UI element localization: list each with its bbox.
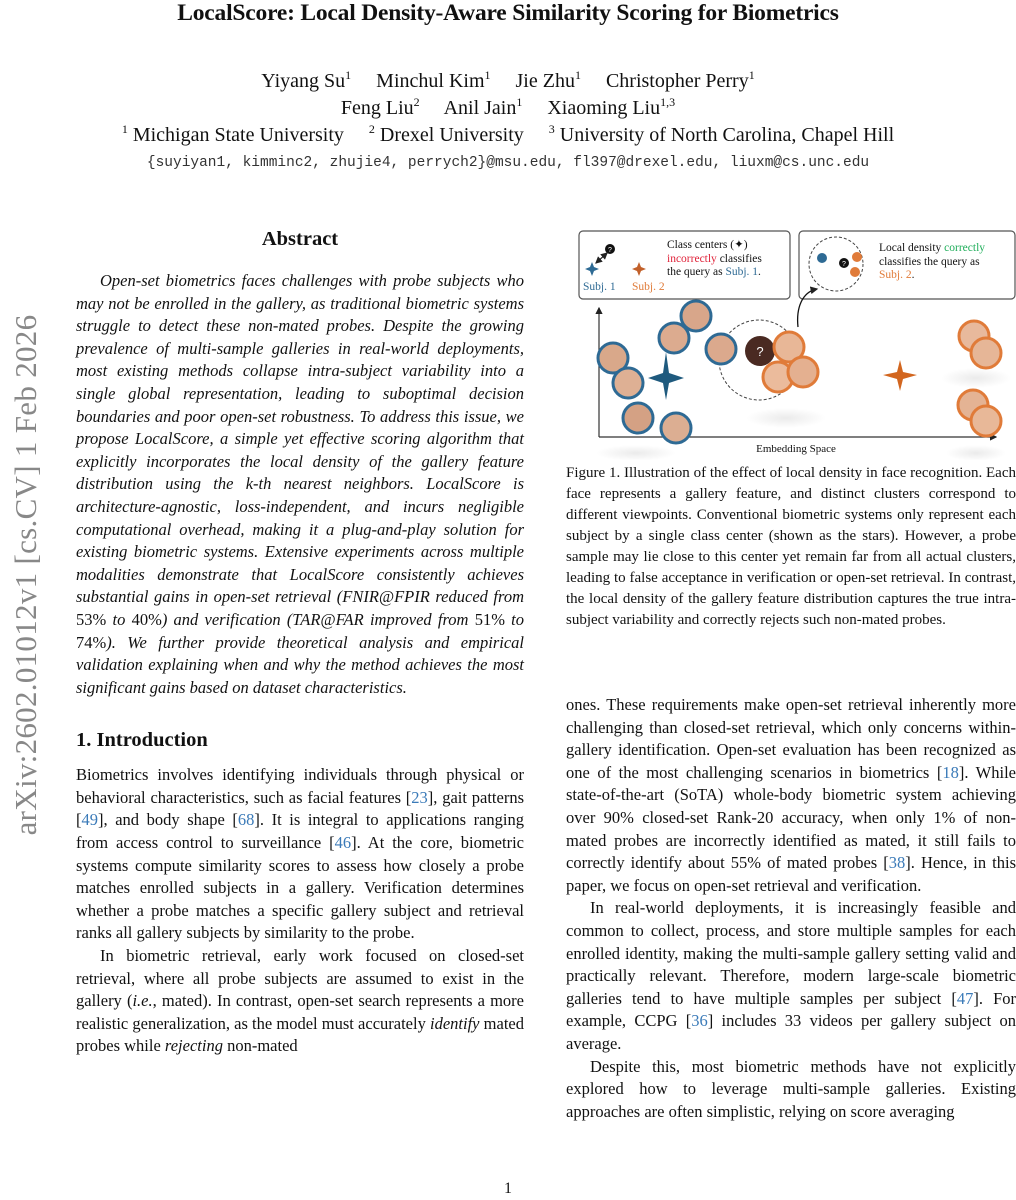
query-face bbox=[745, 336, 775, 366]
legend-subj1: Subj. 1 bbox=[583, 281, 616, 293]
citation-link[interactable]: 38 bbox=[888, 853, 906, 873]
right-column bbox=[566, 694, 1016, 1123]
abstract-heading: Abstract bbox=[261, 228, 339, 250]
affiliation: $^3$ University of North Carolina, Chapel Hill bbox=[548, 122, 895, 146]
author: Xiaoming Liu$^{1,3}$ bbox=[547, 95, 676, 119]
page-number: 1 bbox=[504, 1180, 512, 1197]
author: Yiyang Su$^1$ bbox=[261, 68, 352, 92]
authors-line-2 bbox=[0, 97, 1016, 120]
svg-text:?: ? bbox=[842, 261, 846, 268]
info-box-left-text: Class centers (✦) incorrectly classifies the query as Subj. 1. bbox=[667, 239, 762, 278]
intro-paragraph-1: Biometrics involves identifying individuals through physical or behavioral characteristics, such as facial features [23], gait patterns [49], and body shape [68]. It is integral to applications ranging from access control to surveillance [46]. At the core, biometric systems compute similarity scores to assess how closely a probe matches enrolled subjects in a gallery. Verification determines whether a probe matches a specific gallery subject and retrieval ranks all gallery subjects by similarity to the probe. bbox=[76, 765, 525, 943]
author: Feng Liu$^2$ bbox=[340, 95, 420, 119]
affiliation: $^2$ Drexel University bbox=[368, 122, 524, 146]
abstract-body: Open-set biometrics faces challenges with probe subjects who may not be enrolled in the gallery, as traditional biometric systems struggle to detect these non-mated probes. Despite the growing prevalence of multi-sample galleries in real-world deployments, most existing methods collapse intra-subject variability into a single global representation, leading to suboptimal decision boundaries and poor open-set robustness. To address this issue, we propose LocalScore, a simple yet effective scoring algorithm that explicitly incorporates the local density of the gallery feature distribution using the k-th nearest neighbors. LocalScore is architecture-agnostic, loss-independent, and incurs negligible computational overhead, making it a plug-and-play solution for existing biometric systems. Extensive experiments across multiple modalities demonstrate that LocalScore consistently achieves substantial gains in open-set retrieval (FNIR@FPIR reduced from 53% to 40%) and verification (TAR@FAR improved from 51% to 74%). We further provide theoretical analysis and empirical validation explaining when and why the method achieves the most significant gains based on dataset characteristics. bbox=[76, 271, 525, 697]
citation-link[interactable]: 47 bbox=[956, 988, 974, 1008]
legend-subj2: Subj. 2 bbox=[632, 281, 665, 293]
figure-1-caption: Figure 1. Illustration of the effect of local density in face recognition. Each face represents a gallery feature, and distinct clusters correspond to different viewpoints. Conventional biometric systems only represent each subject by a single class center (shown as the stars). However, a probe sample may lie close to this center yet remain far from all actual clusters, leading to false acceptance in verification or open-set retrieval. In contrast, the local density of the gallery feature distribution captures the true intra-subject variability and correctly rejects such non-mated probes. bbox=[566, 465, 1016, 628]
intro-paragraph-2: In biometric retrieval, early work focused on closed-set retrieval, where all probe subjects are assumed to exist in the gallery (i.e., mated). In contrast, open-set search represents a more realistic generalization, as the model must accurately identify mated probes while rejecting non-mated bbox=[76, 946, 525, 1056]
query-dot-icon bbox=[605, 244, 615, 254]
citation-link[interactable]: 23 bbox=[411, 787, 428, 807]
info-box-right-text: Local density correctly classifies the query as Subj. 2. bbox=[879, 242, 986, 281]
author: Anil Jain$^1$ bbox=[443, 95, 523, 119]
author: Minchul Kim$^1$ bbox=[376, 68, 491, 92]
class-center-subj1-star bbox=[648, 352, 684, 400]
authors-line-1 bbox=[0, 70, 1016, 93]
citation-link[interactable]: 49 bbox=[81, 810, 98, 830]
intro-paragraph-4: In real-world deployments, it is increasingly feasible and common to collect, process, and store multiple samples for each enrolled identity, making the multi-sample gallery setting valid and practically relevant. Therefore, modern large-scale biometric galleries tend to have multiple samples per subject [47]. For example, CCPG [36] includes 33 videos per gallery subject on average. bbox=[566, 898, 1016, 1053]
affiliation: $^1$ Michigan State University bbox=[121, 122, 344, 146]
svg-text:?: ? bbox=[608, 247, 612, 254]
section-heading-introduction: 1. Introduction bbox=[76, 729, 208, 752]
citation-link[interactable]: 46 bbox=[334, 833, 352, 853]
star-icon: ✦ bbox=[734, 239, 744, 251]
citation-link[interactable]: 36 bbox=[691, 1011, 708, 1031]
left-column bbox=[76, 228, 524, 1058]
affiliations bbox=[0, 124, 1016, 147]
svg-text:?: ? bbox=[756, 344, 764, 359]
author: Christopher Perry$^1$ bbox=[605, 68, 755, 92]
author-emails: {suyiyan1, kimminc2, zhujie4, perrych2}@msu.edu, fl397@drexel.edu, liuxm@cs.unc.edu bbox=[146, 155, 870, 171]
intro-paragraph-3: ones. These requirements make open-set retrieval inherently more challenging than closed-set retrieval, which only concerns within-gallery identification. Open-set evaluation has been recognized as one of the most challenging scenarios in biometrics [18]. While state-of-the-art (SoTA) whole-body biometric system achieving over 90% closed-set Rank-20 accuracy, when only 1% of non-mated probes are incorrectly identified as mated, it still fails to correctly identify about 55% of mated probes [38]. Hence, in this paper, we focus on open-set retrieval and verification. bbox=[566, 695, 1016, 895]
citation-link[interactable]: 68 bbox=[237, 810, 255, 830]
axis-label: Embedding Space bbox=[756, 443, 836, 455]
intro-paragraph-5: Despite this, most biometric methods have not explicitly explored how to leverage multi-sample galleries. Existing approaches are often simplistic, relying on score averaging bbox=[566, 1056, 1016, 1121]
author: Jie Zhu$^1$ bbox=[515, 68, 581, 92]
figure-1-caption-container bbox=[566, 463, 1016, 631]
arxiv-stamp: arXiv:2602.01012v1 [cs.CV] 1 Feb 2026 bbox=[8, 314, 43, 836]
paper-title: LocalScore: Local Density-Aware Similarity Scoring for Biometrics bbox=[177, 0, 839, 26]
figure-1 bbox=[576, 228, 1016, 460]
citation-link[interactable]: 18 bbox=[942, 762, 959, 782]
class-center-subj2-star bbox=[883, 360, 917, 391]
